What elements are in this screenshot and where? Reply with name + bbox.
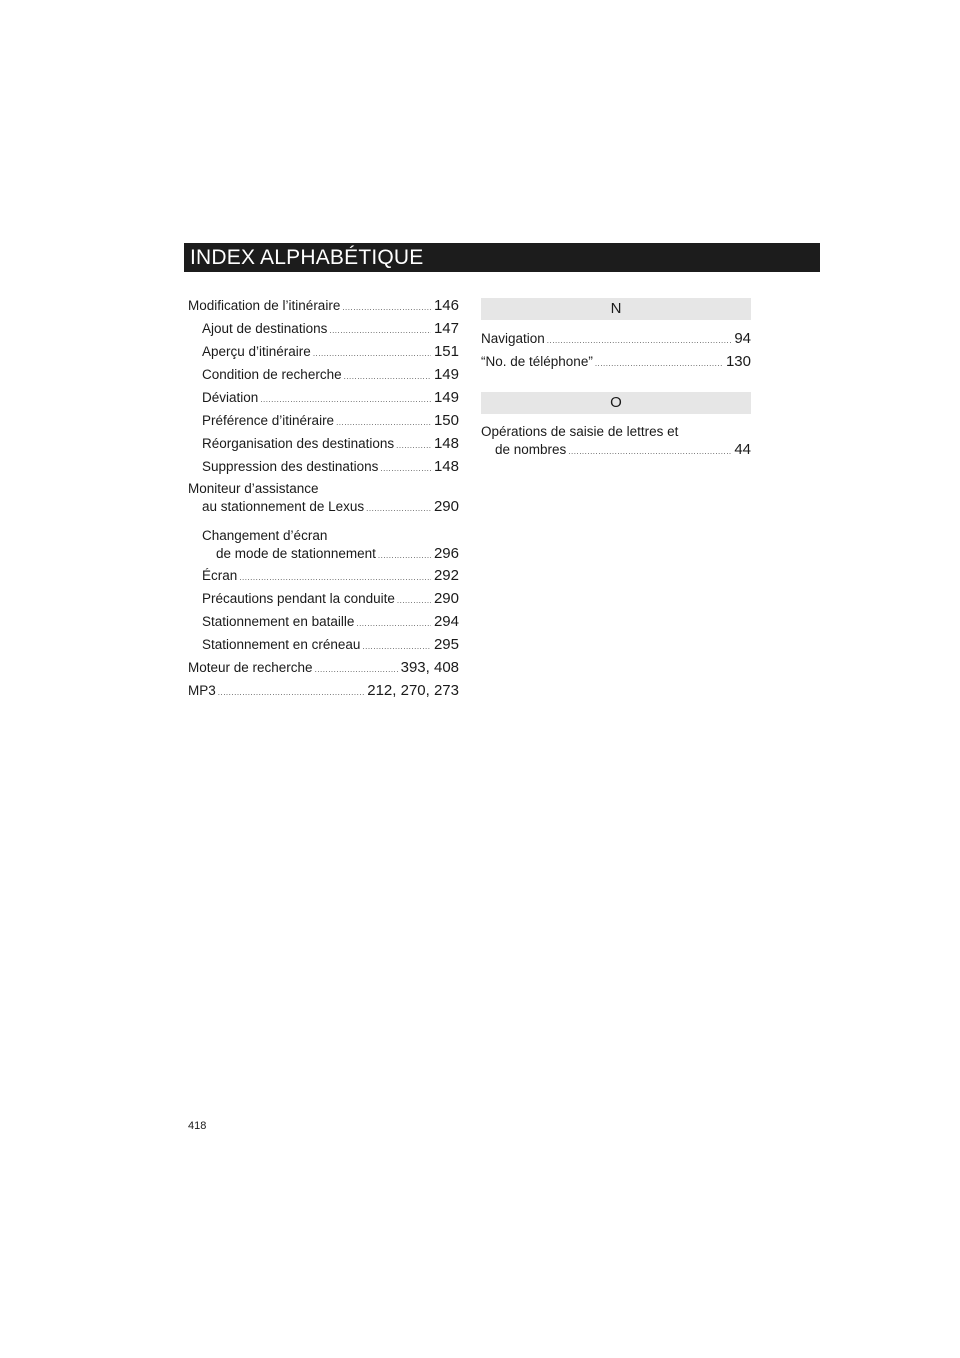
entry-page: 146 bbox=[433, 297, 459, 314]
entry-page: 148 bbox=[433, 435, 459, 452]
index-subentry bbox=[188, 410, 459, 433]
index-entry bbox=[188, 295, 459, 318]
entry-page: 290 bbox=[433, 590, 459, 607]
entry-page: 94 bbox=[734, 330, 751, 347]
dot-leader bbox=[313, 343, 431, 364]
entry-label: Préférence d’itinéraire bbox=[202, 413, 335, 428]
index-entry bbox=[481, 351, 751, 374]
dot-leader bbox=[239, 567, 431, 588]
entry-page: 212, 270, 273 bbox=[367, 682, 459, 699]
index-column-left bbox=[188, 295, 459, 703]
dot-leader bbox=[396, 435, 431, 456]
dot-leader bbox=[329, 320, 431, 341]
entry-label: Modification de l’itinéraire bbox=[188, 298, 341, 313]
section-header bbox=[184, 243, 820, 272]
entry-page: 294 bbox=[433, 613, 459, 630]
entry-label: Ajout de destinations bbox=[202, 321, 328, 336]
index-subentry bbox=[188, 456, 459, 479]
dot-leader bbox=[342, 297, 431, 318]
entry-label: Stationnement en créneau bbox=[202, 637, 361, 652]
index-column-right bbox=[481, 298, 751, 461]
entry-label-line1: Opérations de saisie de lettres et bbox=[481, 424, 679, 439]
index-subentry bbox=[188, 433, 459, 456]
dot-leader bbox=[568, 443, 731, 461]
entry-label-line2 bbox=[481, 441, 751, 461]
entry-label: Aperçu d’itinéraire bbox=[202, 344, 311, 359]
entry-label: MP3 bbox=[188, 683, 216, 698]
entry-label-line1: Moniteur d’assistance bbox=[188, 481, 319, 496]
dot-leader bbox=[595, 353, 723, 374]
dot-leader bbox=[380, 458, 431, 479]
entry-page: 290 bbox=[433, 498, 459, 515]
entry-page: 150 bbox=[433, 412, 459, 429]
entry-label-line2 bbox=[188, 498, 459, 518]
dot-leader bbox=[356, 613, 431, 634]
index-subentry bbox=[188, 341, 459, 364]
dot-leader bbox=[362, 636, 431, 657]
index-entry-wrapped bbox=[481, 422, 751, 461]
entry-label-line2 bbox=[188, 545, 459, 565]
index-entry bbox=[188, 680, 459, 703]
entry-page: 151 bbox=[433, 343, 459, 360]
entry-label: Écran bbox=[202, 568, 238, 583]
entry-page: 148 bbox=[433, 458, 459, 475]
entry-label: Précautions pendant la conduite bbox=[202, 591, 395, 606]
index-subentry bbox=[188, 387, 459, 410]
entry-label-line1: Changement d’écran bbox=[202, 528, 328, 543]
index-entry-wrapped bbox=[188, 479, 459, 518]
section-title: INDEX ALPHABÉTIQUE bbox=[190, 246, 424, 269]
index-subentry-wrapped bbox=[188, 526, 459, 565]
dot-leader bbox=[378, 547, 431, 565]
page-number: 418 bbox=[188, 1120, 207, 1132]
index-subentry bbox=[188, 318, 459, 341]
letter-heading-n: N bbox=[481, 298, 751, 320]
entry-page: 295 bbox=[433, 636, 459, 653]
entry-page: 292 bbox=[433, 567, 459, 584]
entry-label: “No. de téléphone” bbox=[481, 354, 593, 369]
entry-page: 147 bbox=[433, 320, 459, 337]
entry-label: Déviation bbox=[202, 390, 259, 405]
entry-label: Réorganisation des destinations bbox=[202, 436, 395, 451]
index-entry bbox=[188, 657, 459, 680]
index-subentry bbox=[188, 588, 459, 611]
entry-label: au stationnement de Lexus bbox=[202, 499, 365, 514]
dot-leader bbox=[336, 412, 431, 433]
entry-label: Moteur de recherche bbox=[188, 660, 313, 675]
index-subentry bbox=[188, 364, 459, 387]
entry-page: 44 bbox=[734, 441, 751, 458]
entry-label: Suppression des destinations bbox=[202, 459, 379, 474]
dot-leader bbox=[344, 366, 431, 387]
entry-label: Condition de recherche bbox=[202, 367, 342, 382]
index-entry bbox=[481, 328, 751, 351]
dot-leader bbox=[366, 500, 431, 518]
entry-page: 296 bbox=[433, 545, 459, 562]
dot-leader bbox=[315, 659, 398, 680]
index-subentry bbox=[188, 611, 459, 634]
entry-label: Navigation bbox=[481, 331, 545, 346]
entry-label: de mode de stationnement bbox=[216, 546, 376, 561]
dot-leader bbox=[218, 682, 364, 703]
dot-leader bbox=[260, 389, 431, 410]
entry-page: 130 bbox=[725, 353, 751, 370]
letter-heading-o: O bbox=[481, 392, 751, 414]
entry-page: 149 bbox=[433, 366, 459, 383]
entry-label: Stationnement en bataille bbox=[202, 614, 355, 629]
index-subentry bbox=[188, 634, 459, 657]
dot-leader bbox=[397, 590, 431, 611]
entry-label: de nombres bbox=[495, 442, 567, 457]
index-subentry bbox=[188, 565, 459, 588]
entry-page: 149 bbox=[433, 389, 459, 406]
entry-page: 393, 408 bbox=[400, 659, 459, 676]
dot-leader bbox=[547, 330, 732, 351]
